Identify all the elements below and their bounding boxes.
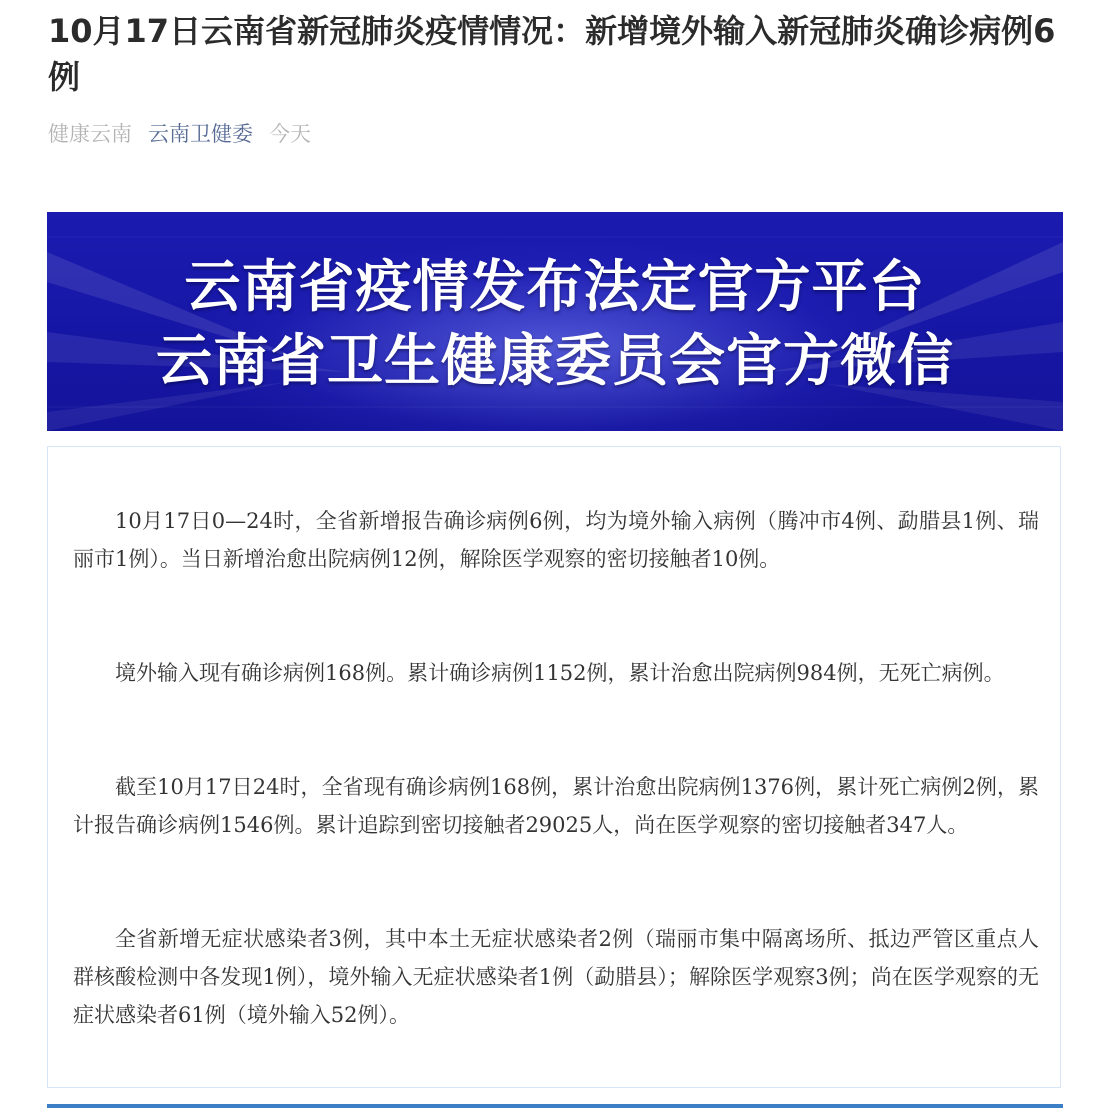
banner-line-2: 云南省卫生健康委员会官方微信 — [156, 329, 954, 394]
banner-line-1: 云南省疫情发布法定官方平台 — [184, 255, 926, 320]
publish-date: 今天 — [269, 122, 311, 146]
article-title: 10月17日云南省新冠肺炎疫情情况：新增境外输入新冠肺炎确诊病例6例 — [48, 12, 1056, 96]
author-name: 健康云南 — [48, 122, 132, 146]
paragraph-imported-cases: 境外输入现有确诊病例168例。累计确诊病例1152例，累计治愈出院病例984例，无死亡病例。 — [115, 661, 1005, 685]
content-box — [47, 446, 1061, 1088]
paragraph-new-cases: 10月17日0—24时，全省新增报告确诊病例6例，均为境外输入病例（腾冲市4例、勐腊县1例、瑞丽市1例）。当日新增治愈出院病例12例，解除医学观察的密切接触者10例。 — [73, 509, 1039, 571]
account-link[interactable]: 云南卫健委 — [148, 122, 253, 146]
bottom-divider — [47, 1104, 1063, 1108]
paragraph-cumulative: 截至10月17日24时，全省现有确诊病例168例，累计治愈出院病例1376例，累计死亡病例2例，累计报告确诊病例1546例。累计追踪到密切接触者29025人，尚在医学观察的密切接触者347人。 — [73, 775, 1039, 837]
paragraph-asymptomatic: 全省新增无症状感染者3例，其中本土无症状感染者2例（瑞丽市集中隔离场所、抵边严管区重点人群核酸检测中各发现1例），境外输入无症状感染者1例（勐腊县）；解除医学观察3例；尚在医学观察的无症状感染者61例（境外输入52例）。 — [73, 927, 1039, 1027]
banner-image — [47, 212, 1063, 431]
article-meta — [48, 118, 327, 150]
